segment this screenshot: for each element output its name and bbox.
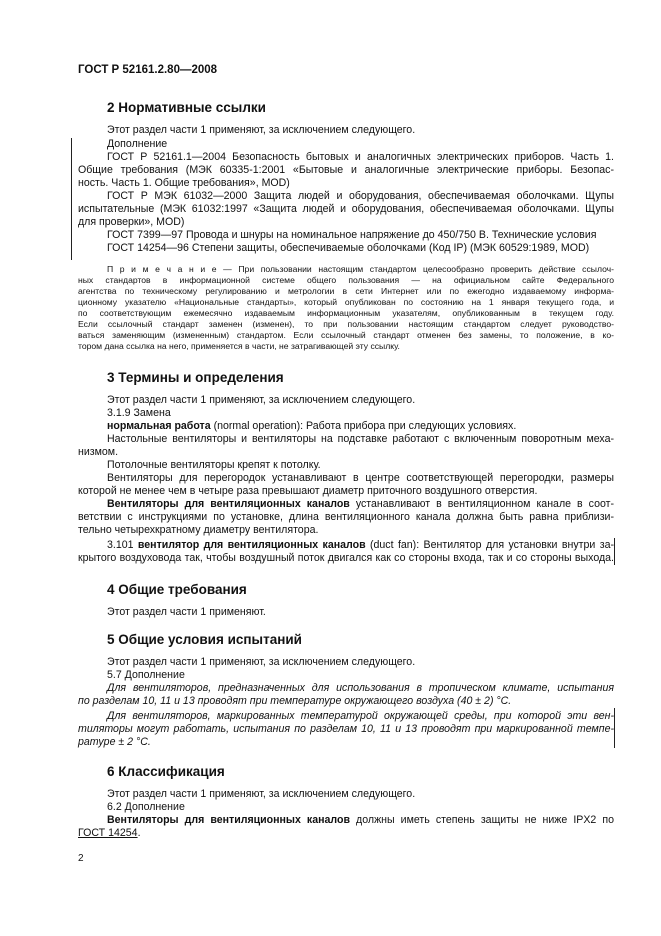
paragraph: ГОСТ 14254. xyxy=(78,827,141,839)
reference-line: ГОСТ Р МЭК 61032—2000 Защита людей и оборудования, обеспечиваемая оболочками. Щупы xyxy=(107,190,614,202)
reference-line: испытательные (МЭК 61032:1997 «Защита людей и оборудования, обеспечиваемая оболочками. Щупы xyxy=(78,203,614,215)
change-bar xyxy=(614,538,615,565)
paragraph: Вентиляторы для вентиляционных каналов должны иметь степень защиты не ниже IPX2 по xyxy=(107,814,614,826)
page-number: 2 xyxy=(78,853,84,864)
section-heading-classification: 6 Классификация xyxy=(107,764,225,779)
paragraph: Для вентиляторов, маркированных температурой окружающей среды, при которой эти вен- xyxy=(107,710,614,722)
standard-link[interactable]: ГОСТ 14254 xyxy=(78,827,138,839)
paragraph: тельно четырехкратному диаметру вентилятора. xyxy=(78,524,319,536)
paragraph: Вентиляторы для перегородок устанавливают в центре соответствующей перегородки, размеры xyxy=(107,472,614,484)
paragraph: Этот раздел части 1 применяют, за исключением следующего. xyxy=(107,124,416,136)
section-heading-terms: 3 Термины и определения xyxy=(107,370,284,385)
paragraph: Этот раздел части 1 применяют, за исключением следующего. xyxy=(107,394,416,406)
paragraph: ветствии с инструкциями по установке, длина вентиляционного канала должна быть равна приблизи- xyxy=(78,511,614,523)
note-line: Если ссылочный стандарт заменен (изменен), то при пользовании настоящим стандартом следует руководство- xyxy=(78,319,614,329)
note-line: П р и м е ч а н и е — При пользовании настоящим стандартом целесообразно проверить действие ссылоч- xyxy=(107,264,614,274)
term: нормальная работа xyxy=(107,420,211,432)
paragraph: 6.2 Дополнение xyxy=(107,801,185,813)
paragraph: ратуре ± 2 °С. xyxy=(78,736,151,748)
reference-line: для проверки», MOD) xyxy=(78,216,185,228)
note-line: тором дана ссылка на него, применяется в части, не затрагивающей эту ссылку. xyxy=(78,341,400,351)
paragraph: Потолочные вентиляторы крепят к потолку. xyxy=(107,459,321,471)
note-line: ваться заменяющим (измененным) стандартом. Если ссылочный стандарт отменен без замены, то положение, в ко- xyxy=(78,330,614,340)
paragraph: Этот раздел части 1 применяют, за исключением следующего. xyxy=(107,788,416,800)
reference-line: ГОСТ 14254—96 Степени защиты, обеспечиваемые оболочками (Код IP) (МЭК 60529:1989, MOD) xyxy=(107,242,590,254)
section-heading-general-requirements: 4 Общие требования xyxy=(107,582,247,597)
reference-line: ность. Часть 1. Общие требования», MOD) xyxy=(78,177,290,189)
paragraph: Дополнение xyxy=(107,138,168,150)
paragraph: 3.1.9 Замена xyxy=(107,407,171,419)
reference-line: ГОСТ Р 52161.1—2004 Безопасность бытовых и аналогичных электрических приборов. Часть 1. xyxy=(107,151,614,163)
change-bar xyxy=(71,138,72,260)
term-definition: 3.101 вентилятор для вентиляционных каналов (duct fan): Вентилятор для установки внутри за- xyxy=(107,539,614,551)
note-line: ционному указателю «Национальные стандарты», который опубликован по состоянию на 1 января текущего года, и xyxy=(78,297,614,307)
document-header: ГОСТ Р 52161.2.80—2008 xyxy=(78,64,218,76)
paragraph: Настольные вентиляторы и вентиляторы на подставке работают с включенным поворотным меха- xyxy=(107,433,614,445)
note-line: агентства по техническому регулированию и метрологии в сети Интернет или по ежегодно издаваемому информа- xyxy=(78,286,614,296)
term-definition: нормальная работа (normal operation): Работа прибора при следующих условиях. xyxy=(107,420,517,432)
paragraph: по разделам 10, 11 и 13 проводят при температуре окружающего воздуха (40 ± 2) °С. xyxy=(78,695,512,707)
paragraph: Вентиляторы для вентиляционных каналов устанавливают в вентиляционном канале в соот- xyxy=(107,498,614,510)
paragraph: Этот раздел части 1 применяют. xyxy=(107,606,266,618)
section-heading-normative-references: 2 Нормативные ссылки xyxy=(107,100,266,115)
paragraph: низмом. xyxy=(78,446,119,458)
note-line: по соответствующим ежемесячно издаваемым информационным указателям, опубликованным в текущем году. xyxy=(78,308,614,318)
paragraph: крытого воздуховода так, чтобы воздушный поток двигался как со стороны входа, так и со стороны выхода. xyxy=(78,552,614,564)
paragraph: Этот раздел части 1 применяют, за исключением следующего. xyxy=(107,656,416,668)
section-heading-test-conditions: 5 Общие условия испытаний xyxy=(107,632,302,647)
paragraph: 5.7 Дополнение xyxy=(107,669,185,681)
paragraph: тиляторы могут работать, испытания по разделам 10, 11 и 13 проводят при маркированной темпе- xyxy=(78,723,614,735)
reference-line: Общие требования (МЭК 60335-1:2001 «Бытовые и аналогичные электрические приборы. Безопас- xyxy=(78,164,614,176)
change-bar xyxy=(614,708,615,748)
paragraph: которой не менее чем в четыре раза превышают диаметр приточного воздушного отверстия. xyxy=(78,485,538,497)
note-label: П р и м е ч а н и е xyxy=(107,264,217,274)
reference-line: ГОСТ 7399—97 Провода и шнуры на номинальное напряжение до 450/750 В. Технические условия xyxy=(107,229,597,241)
note-line: ных стандартов в информационной системе общего пользования — на официальном сайте Федерального xyxy=(78,275,614,285)
paragraph: Для вентиляторов, предназначенных для использования в тропическом климате, испытания xyxy=(107,682,614,694)
